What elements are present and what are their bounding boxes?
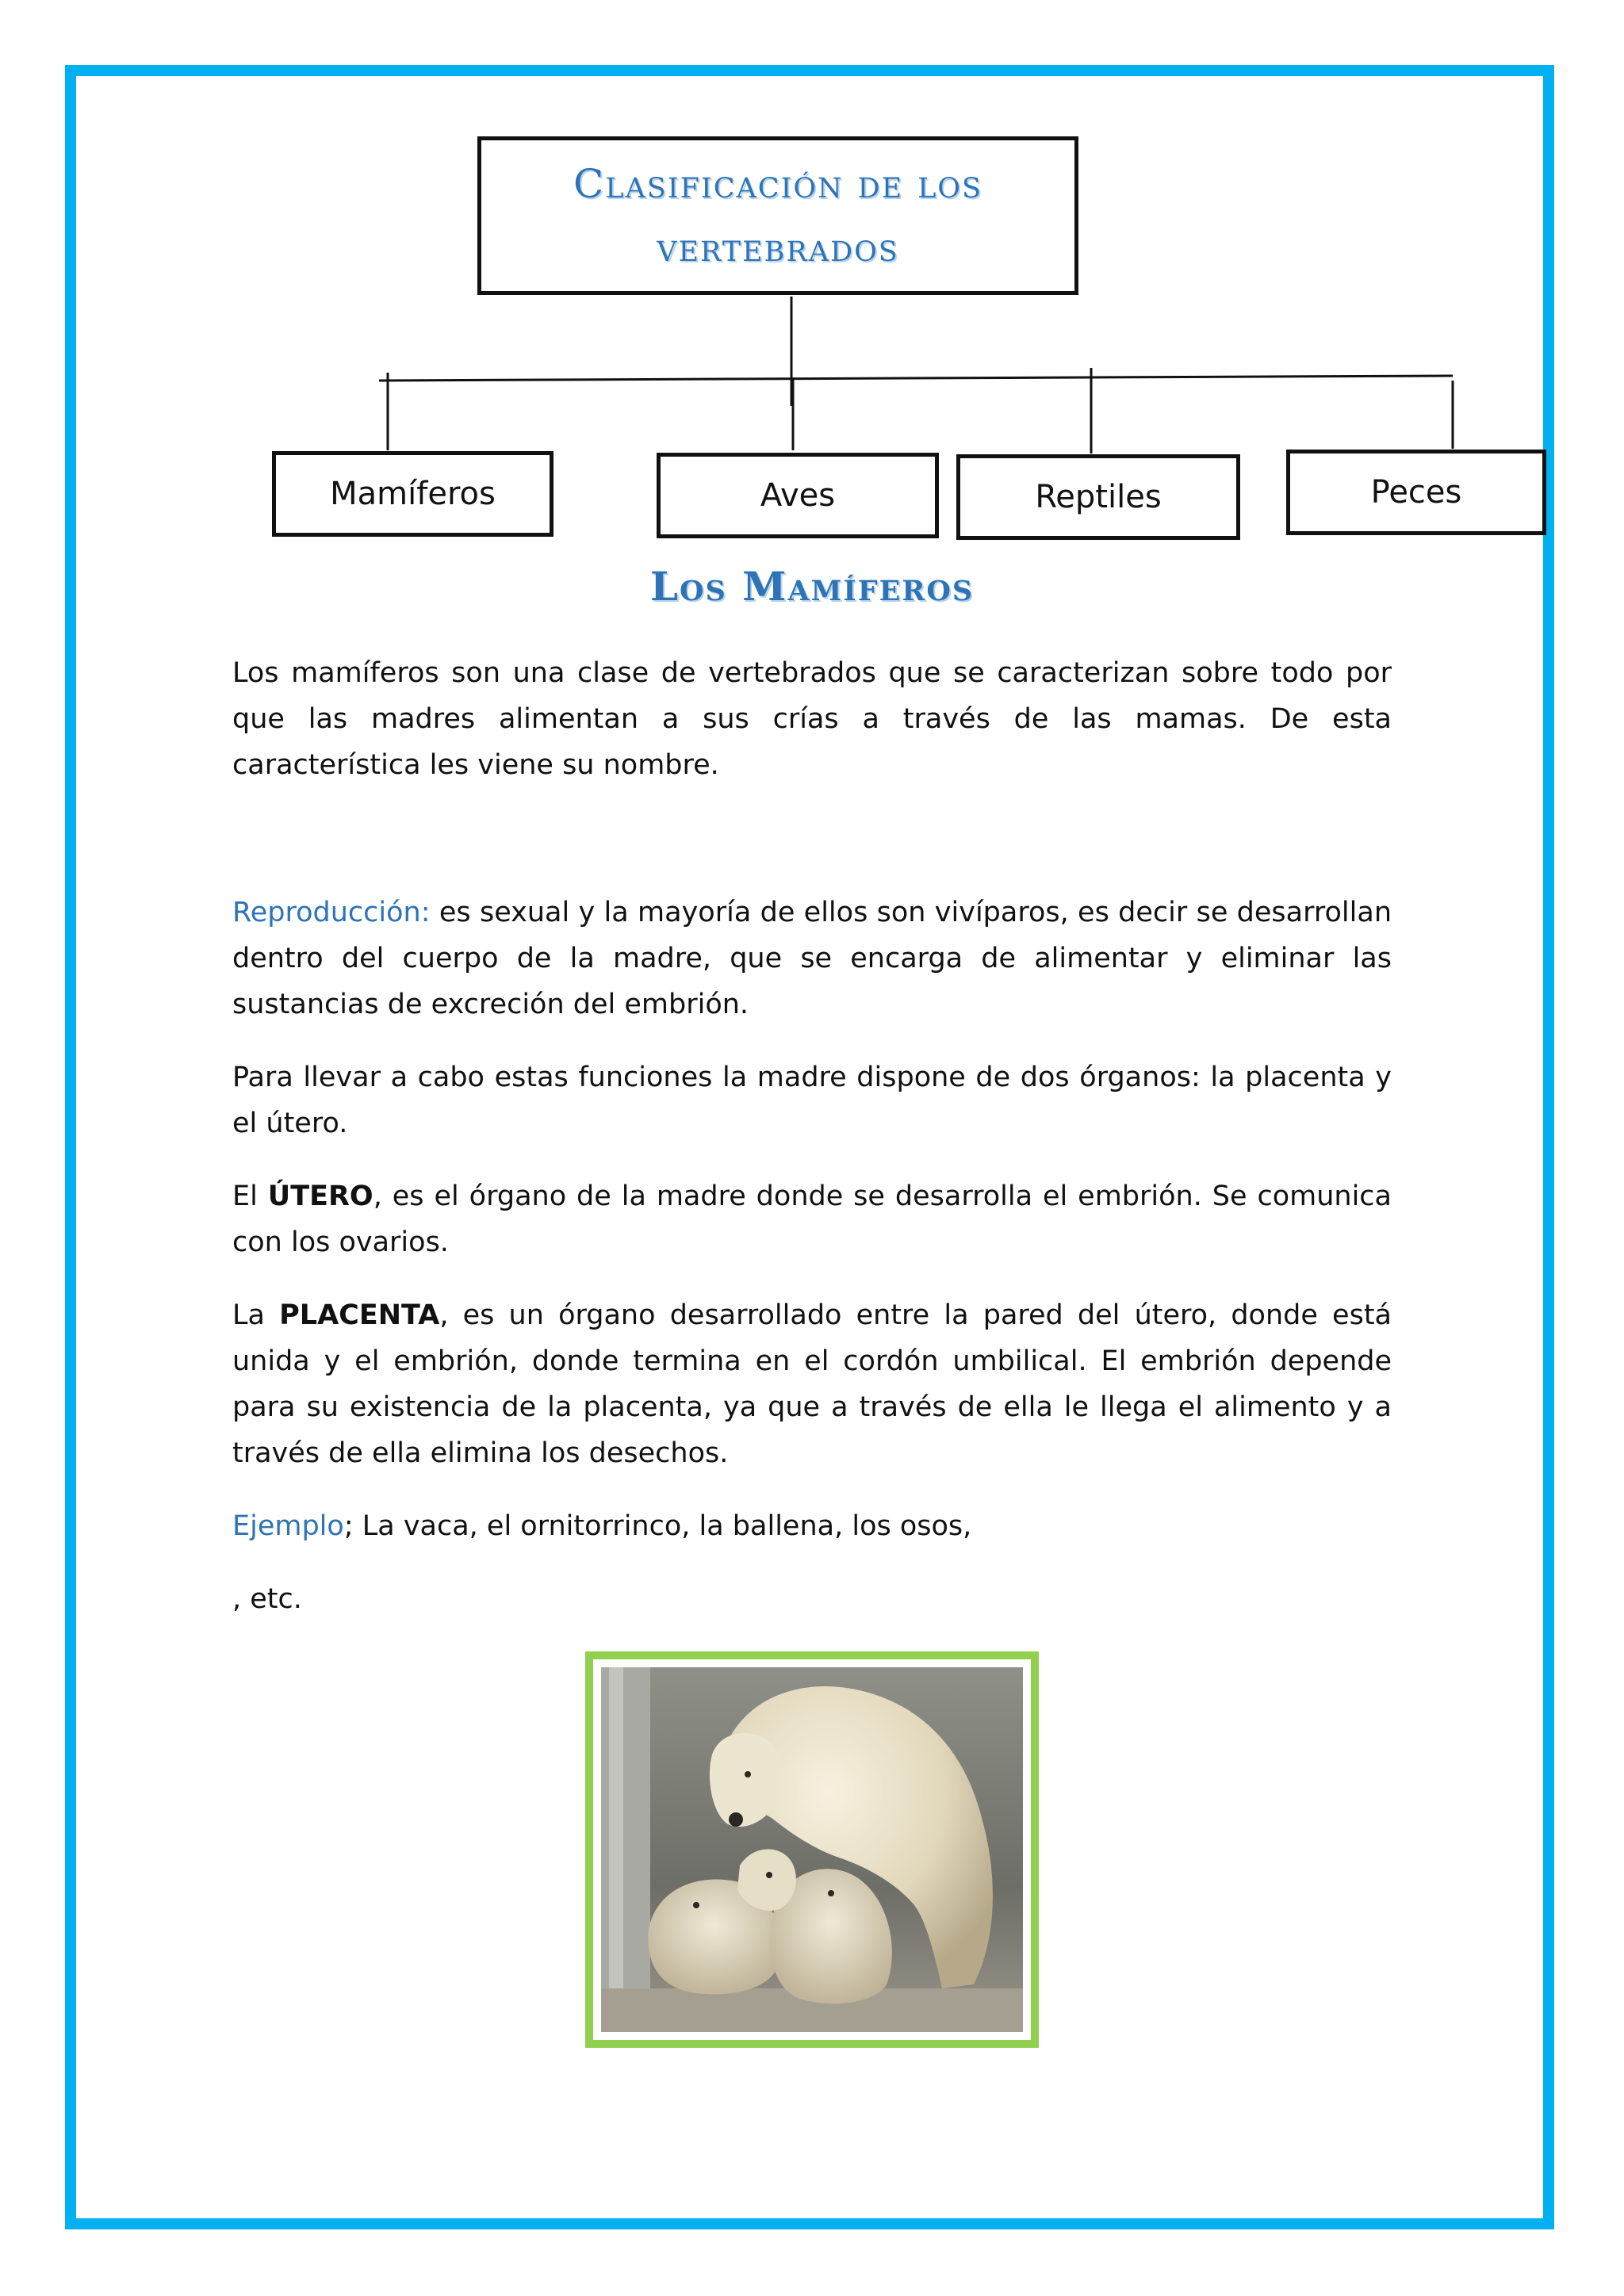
utero-prefix: El: [232, 1181, 268, 1212]
category-box-aves: Aves: [657, 453, 939, 538]
category-box-reptiles: Reptiles: [956, 454, 1240, 540]
text-ejemplo: ; La vaca, el ornitorrinco, la ballena, los osos,: [343, 1510, 972, 1542]
paragraph-funciones: Para llevar a cabo estas funciones la madre dispone de dos órganos: la placenta y el útero.: [232, 1062, 1392, 1139]
label-ejemplo: Ejemplo: [232, 1510, 344, 1542]
mother-nose: [729, 1812, 743, 1827]
section-title: Los Mamíferos: [649, 563, 975, 610]
diagram-title: Clasificación de los vertebrados: [573, 161, 982, 270]
paragraph-placenta: [232, 1292, 1392, 1476]
cub-middle-head: [737, 1849, 796, 1911]
term-utero: ÚTERO: [267, 1181, 373, 1212]
paragraph-reproduccion: [232, 890, 1392, 1027]
text-utero: , es el órgano de la madre donde se desarrolla el embrión. Se comunica con los ovarios.: [232, 1181, 1392, 1258]
paragraph-ejemplo: [232, 1503, 1392, 1549]
paragraph-intro: Los mamíferos son una clase de vertebrados que se caracterizan sobre todo por que las madres alimentan a sus crías a través de las mamas. De esta característica les viene su nombre.: [232, 657, 1392, 781]
label-reproduccion: Reproducción:: [232, 897, 431, 928]
body-content: [232, 650, 1392, 1622]
category-box-mamiferos: Mamíferos: [272, 451, 553, 537]
text-reproduccion: es sexual y la mayoría de ellos son vivíparos, es decir se desarrollan dentro del cuerpo de la madre, que se encarga de alimentar y eliminar las sustancias de excreción del embrión.: [232, 897, 1392, 1020]
paragraph-etc: , etc.: [232, 1583, 302, 1615]
category-box-peces: Peces: [1286, 450, 1546, 535]
placenta-prefix: La: [232, 1299, 280, 1331]
tree-trunk: [601, 1667, 650, 2032]
paragraph-utero: [232, 1173, 1392, 1265]
term-placenta: PLACENTA: [279, 1299, 440, 1331]
polar-bear-photo: [601, 1667, 1023, 2032]
connector-bus: [379, 376, 1453, 381]
photo-frame: [585, 1651, 1039, 2048]
text-placenta: , es un órgano desarrollado entre la pared del útero, donde está unida y el embrión, donde termina en el cordón umbilical. El embrión depende para su existencia de la placenta, ya que a través de ella le llega el alimento y a través de ella elimina los desechos.: [232, 1299, 1392, 1469]
